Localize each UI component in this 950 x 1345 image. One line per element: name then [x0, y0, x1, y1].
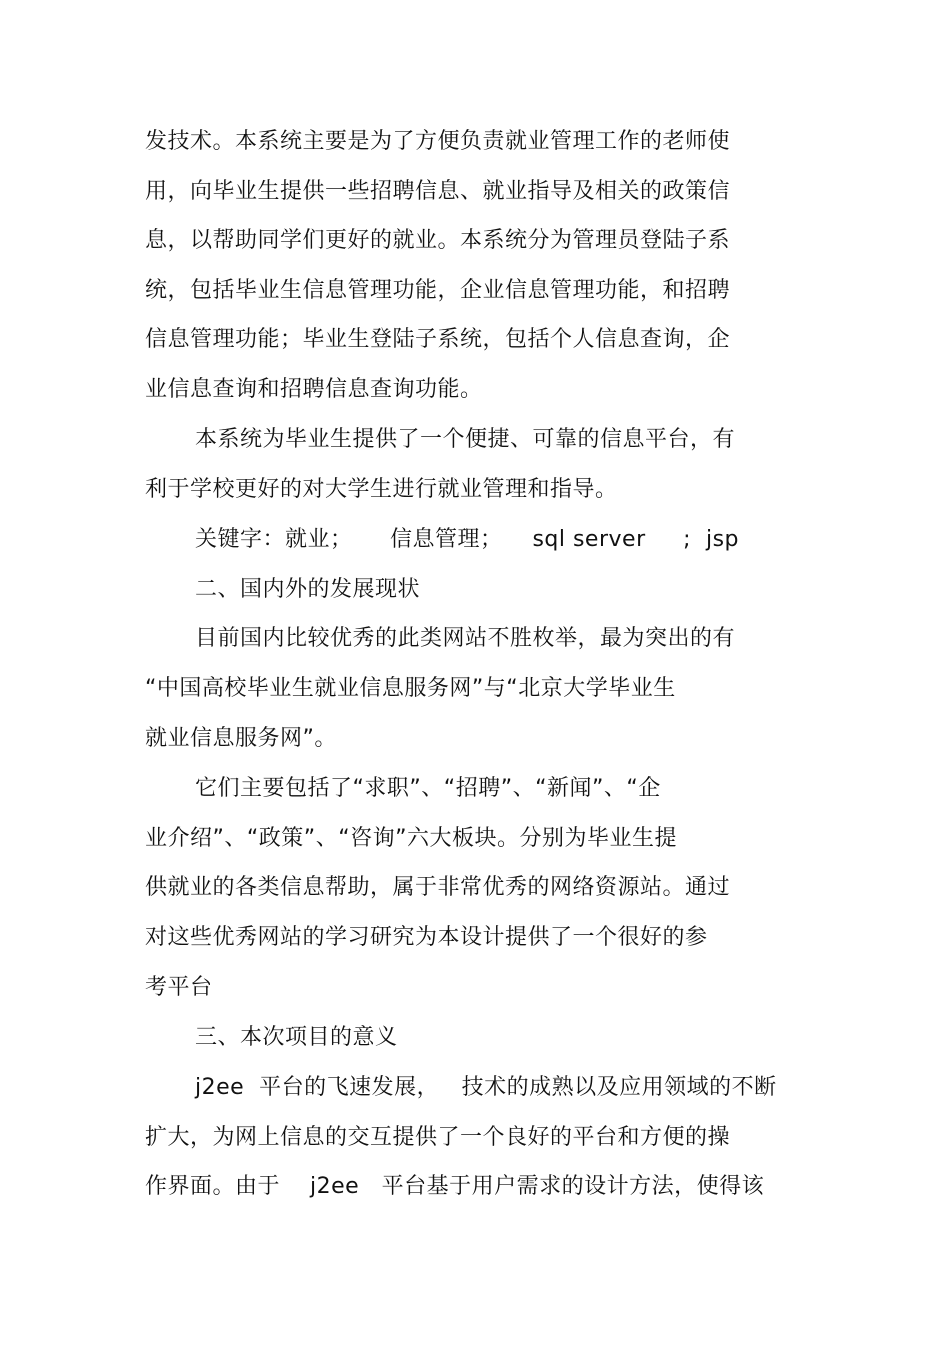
text-line: 目前国内比较优秀的此类网站不胜枚举，最为突出的有 [195, 626, 736, 651]
text-line: 考平台 [145, 975, 213, 1000]
text-line: j2ee 平台的飞速发展， 技术的成熟以及应用领域的不断 [195, 1075, 777, 1100]
text-line: 就业信息服务网”。 [145, 726, 337, 751]
section-heading: 二、国内外的发展现状 [195, 577, 421, 602]
text-line: 作界面。由于 j2ee 平台基于用户需求的设计方法，使得该 [145, 1174, 765, 1199]
text-line: 供就业的各类信息帮助，属于非常优秀的网络资源站。通过 [145, 875, 731, 900]
text-line: 用，向毕业生提供一些招聘信息、就业指导及相关的政策信 [145, 179, 731, 204]
section-heading: 三、本次项目的意义 [195, 1025, 398, 1050]
text-line: 利于学校更好的对大学生进行就业管理和指导。 [145, 477, 618, 502]
text-line: 统，包括毕业生信息管理功能，企业信息管理功能，和招聘 [145, 278, 731, 303]
text-line: 本系统为毕业生提供了一个便捷、可靠的信息平台，有 [195, 427, 736, 452]
keywords-line: 关键字：就业； 信息管理； sql server ; jsp [195, 527, 740, 552]
text-line: “中国高校毕业生就业信息服务网”与“北京大学毕业生 [145, 676, 676, 701]
text-line: 扩大，为网上信息的交互提供了一个良好的平台和方便的操 [145, 1125, 731, 1150]
text-line: 它们主要包括了“求职”、“招聘”、“新闻”、“企 [195, 776, 661, 801]
text-line: 信息管理功能；毕业生登陆子系统，包括个人信息查询，企 [145, 327, 731, 352]
text-line: 业信息查询和招聘信息查询功能。 [145, 377, 483, 402]
text-line: 业介绍”、“政策”、“咨询”六大板块。分别为毕业生提 [145, 826, 677, 851]
text-line: 息，以帮助同学们更好的就业。本系统分为管理员登陆子系 [145, 228, 731, 253]
text-line: 发技术。本系统主要是为了方便负责就业管理工作的老师使 [145, 129, 731, 154]
text-line: 对这些优秀网站的学习研究为本设计提供了一个很好的参 [145, 925, 708, 950]
